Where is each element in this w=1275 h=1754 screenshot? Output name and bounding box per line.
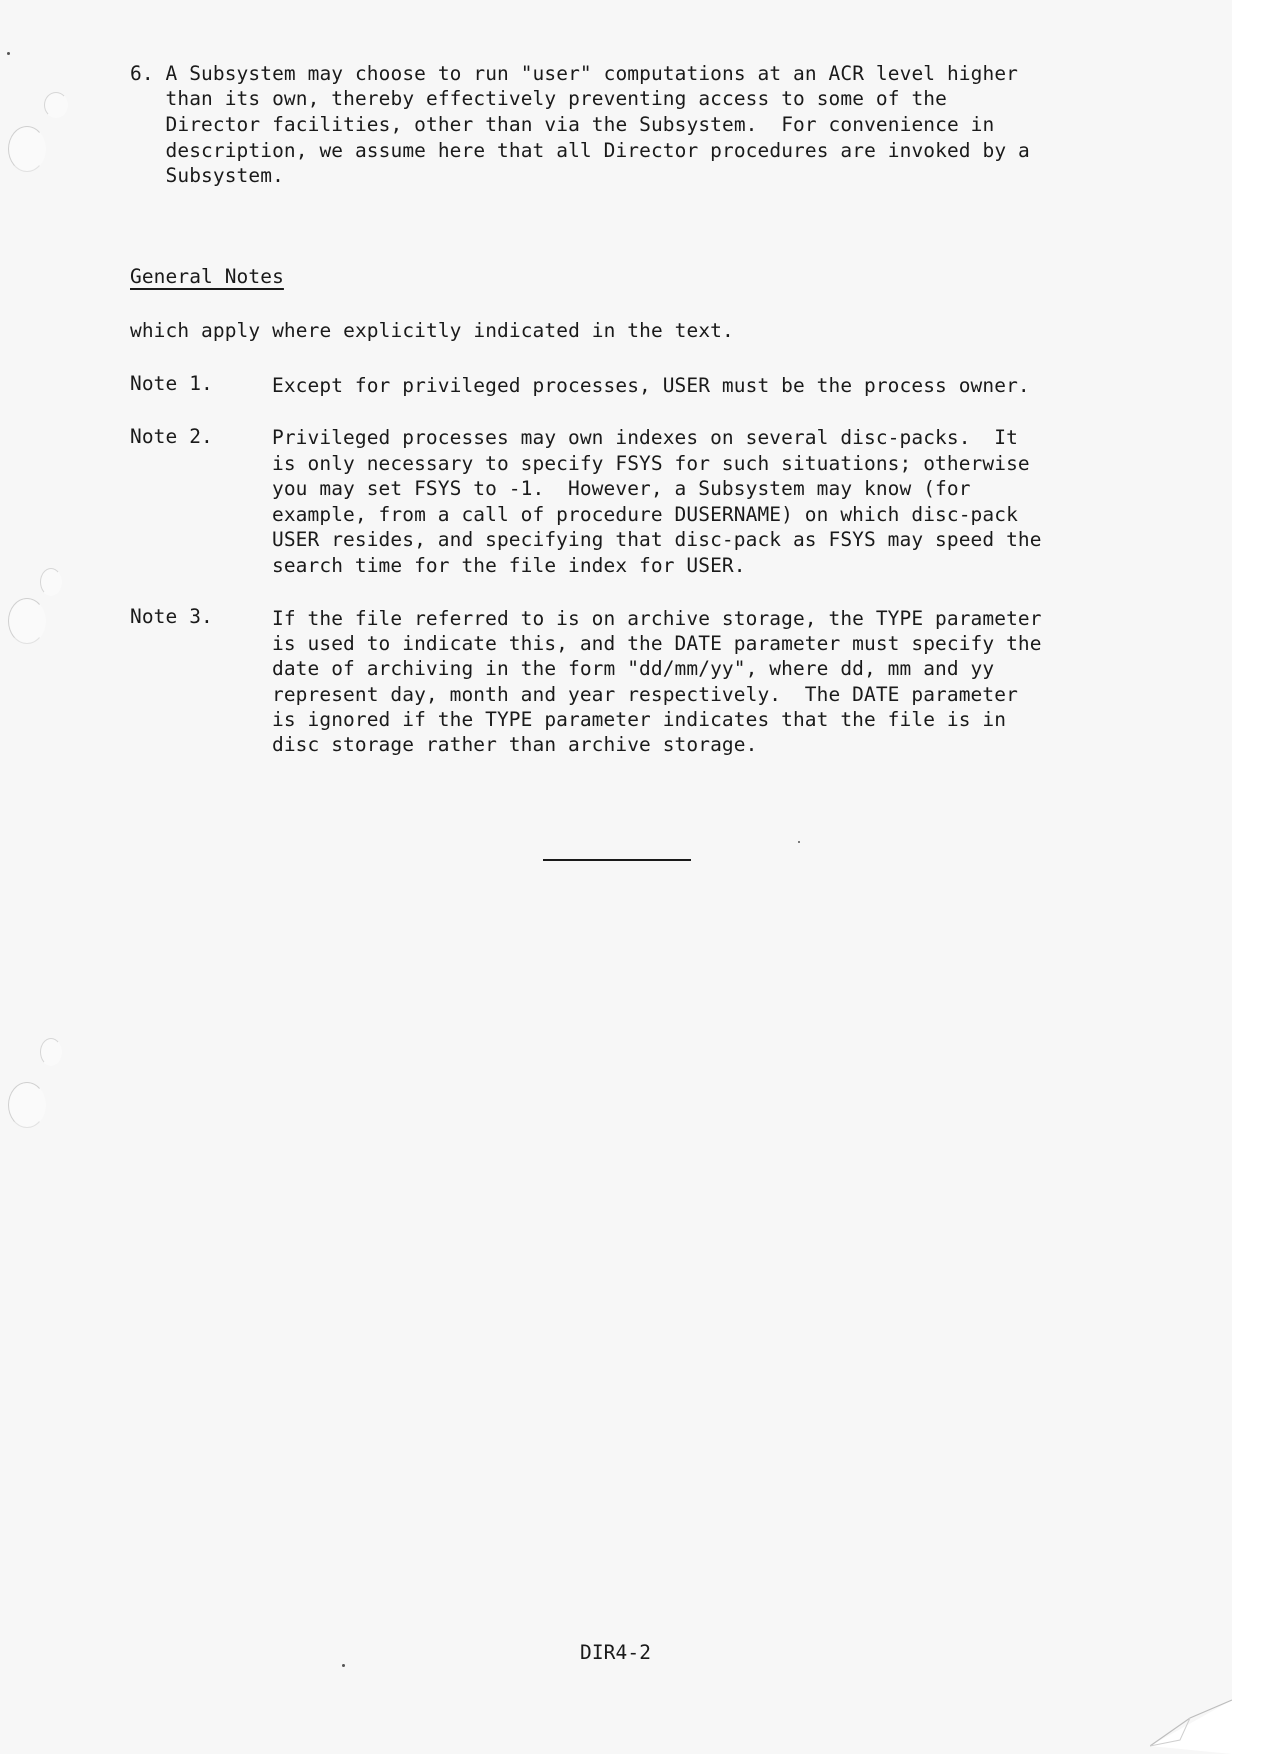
ink-speck [342, 1664, 345, 1667]
note-line: is ignored if the TYPE parameter indicates that the file is in [272, 708, 1007, 731]
note-line: Except for privileged processes, USER must be the process owner. [272, 374, 1030, 397]
page-footer: DIR4-2 [580, 1641, 652, 1664]
note-line: example, from a call of procedure DUSERNAME) on which disc-pack [272, 503, 1018, 526]
note-line: If the file referred to is on archive storage, the TYPE parameter [272, 607, 1042, 630]
general-notes-intro: which apply where explicitly indicated in the text. [130, 319, 734, 342]
punch-hole-icon [8, 126, 46, 172]
ink-speck [7, 52, 10, 55]
note-line: search time for the file index for USER. [272, 554, 746, 577]
ink-speck [798, 841, 800, 843]
note-label: Note 2. [130, 425, 213, 448]
item-6-line: description, we assume here that all Director procedures are invoked by a [130, 139, 1030, 162]
punch-hole-icon [44, 92, 68, 118]
note-line: represent day, month and year respectively. The DATE parameter [272, 683, 1018, 706]
punch-hole-icon [40, 1038, 62, 1066]
note-line: date of archiving in the form "dd/mm/yy", where dd, mm and yy [272, 657, 995, 680]
folded-corner-icon [1150, 1680, 1232, 1754]
note-line: Privileged processes may own indexes on several disc-packs. It [272, 426, 1018, 449]
note-line: you may set FSYS to -1. However, a Subsystem may know (for [272, 477, 971, 500]
item-6-line: Director facilities, other than via the Subsystem. For convenience in [130, 113, 995, 136]
scan-background [1232, 0, 1275, 1754]
punch-hole-icon [40, 568, 62, 596]
item-6-line: 6. A Subsystem may choose to run "user" computations at an ACR level higher [130, 62, 1018, 85]
note-line: is only necessary to specify FSYS for such situations; otherwise [272, 452, 1030, 475]
note-label: Note 3. [130, 605, 213, 628]
note-line: is used to indicate this, and the DATE parameter must specify the [272, 632, 1042, 655]
note-label: Note 1. [130, 372, 213, 395]
note-line: USER resides, and specifying that disc-pack as FSYS may speed the [272, 528, 1042, 551]
note-line: disc storage rather than archive storage. [272, 733, 758, 756]
item-6-line: than its own, thereby effectively preventing access to some of the [130, 87, 947, 110]
section-end-rule [543, 859, 691, 861]
item-6-line: Subsystem. [130, 164, 284, 187]
punch-hole-icon [8, 598, 46, 644]
punch-hole-icon [8, 1082, 46, 1128]
general-notes-heading: General Notes [130, 265, 284, 288]
